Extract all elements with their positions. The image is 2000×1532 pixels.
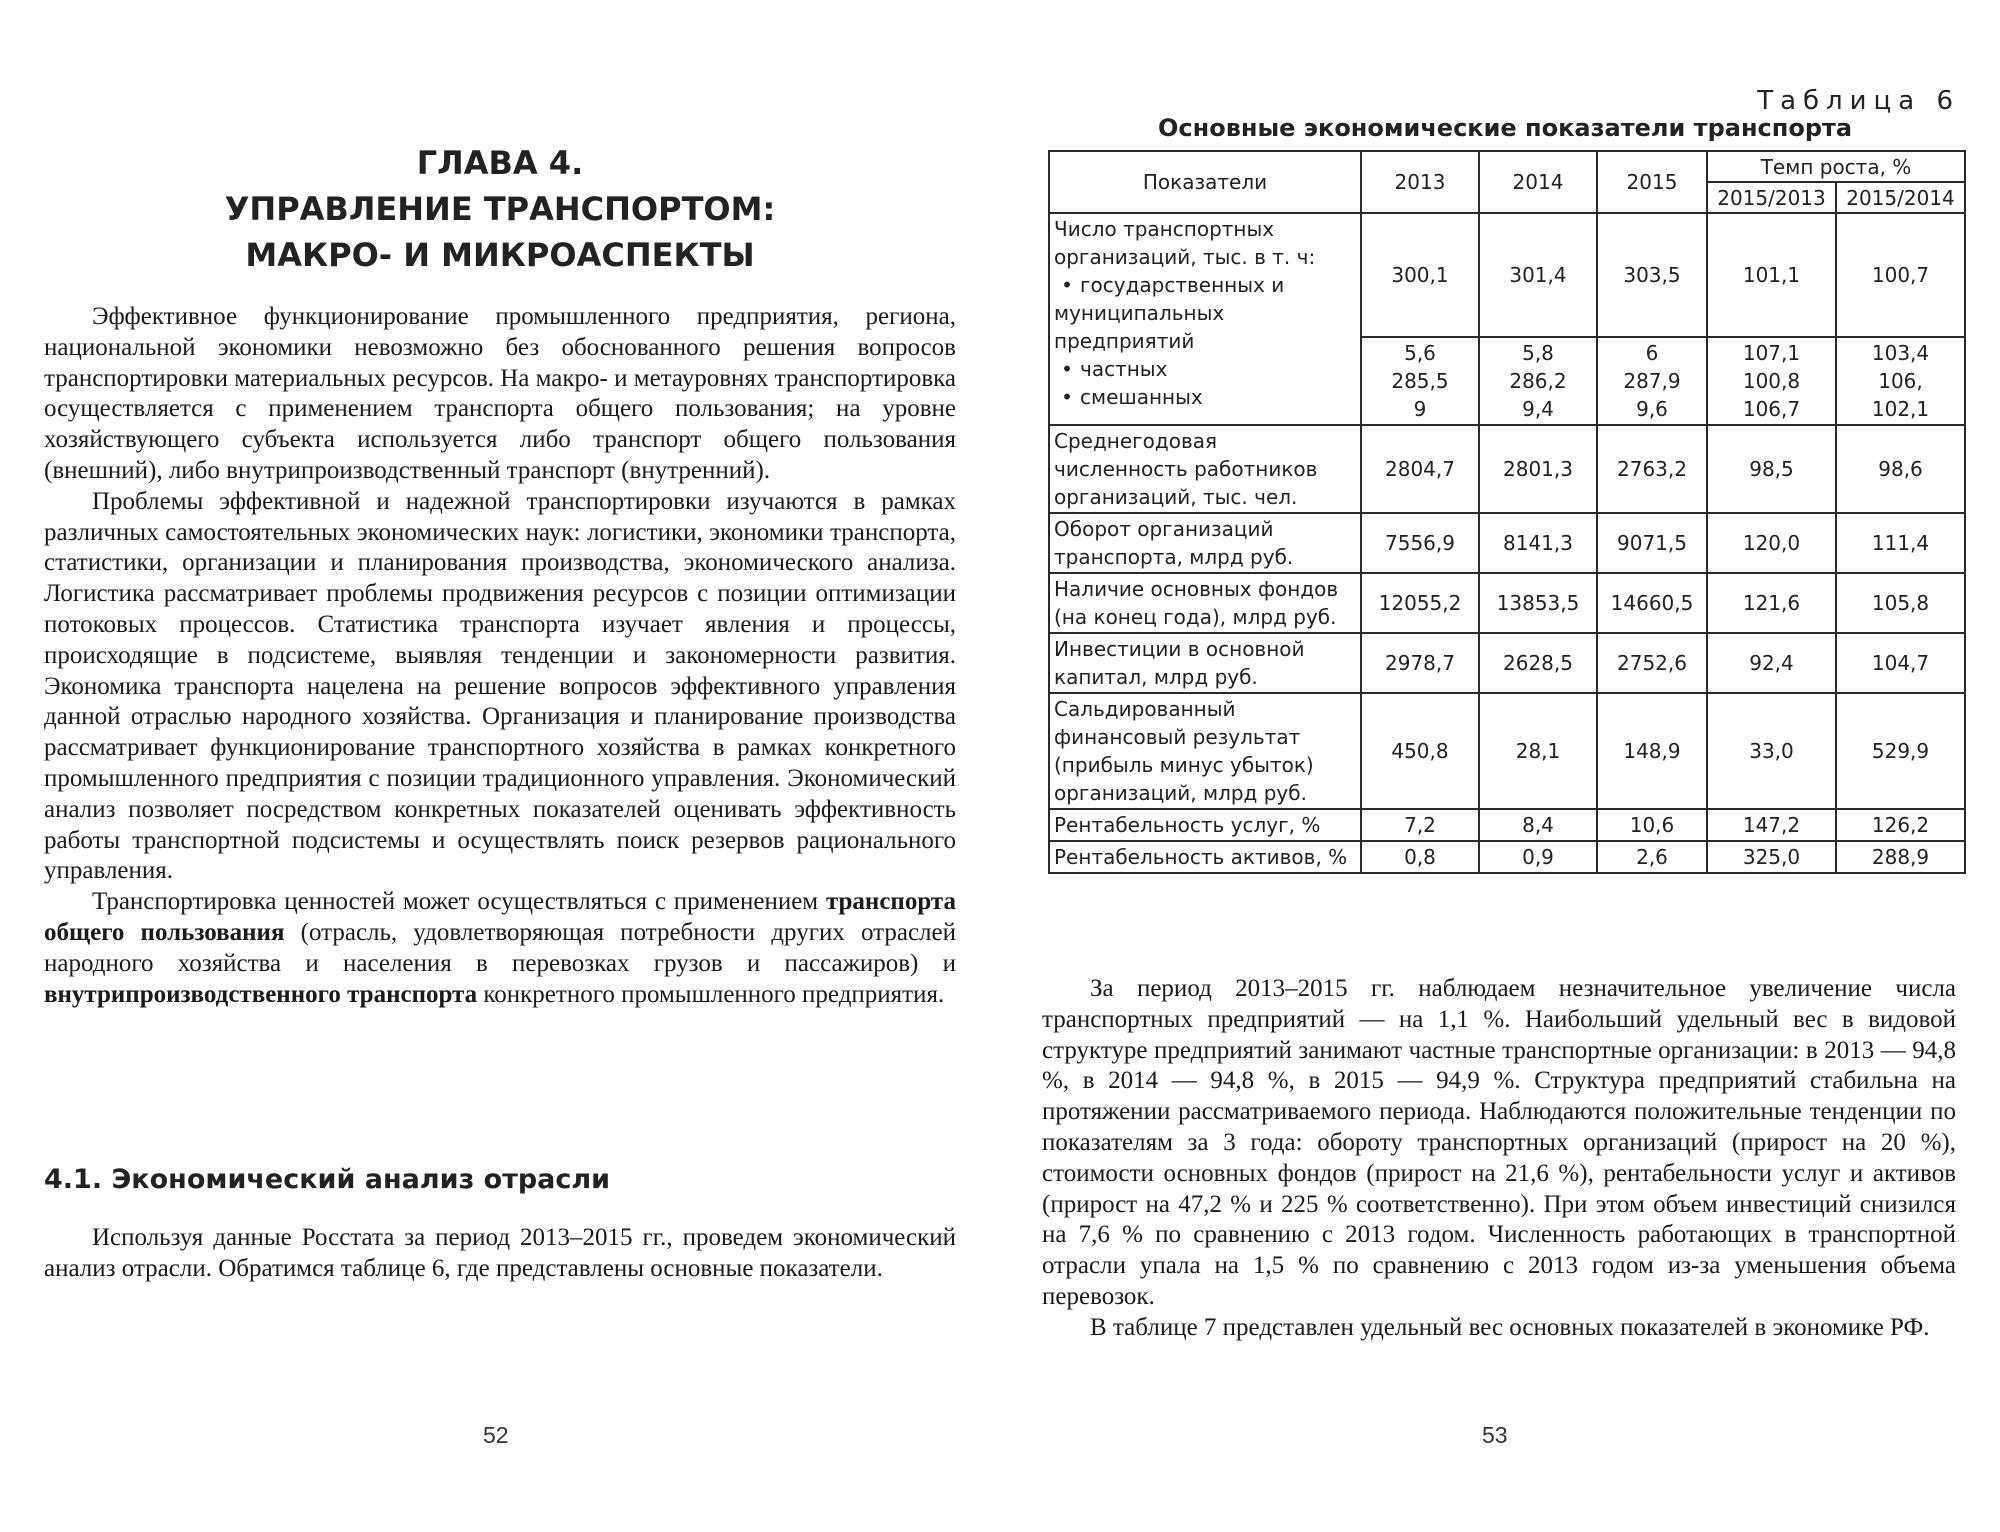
cell-value: 288,9	[1836, 841, 1965, 873]
cell-value: 2628,5	[1479, 633, 1597, 693]
cell-value: 450,8	[1361, 693, 1479, 809]
cell-value: 10,6	[1597, 809, 1707, 841]
page-number: 52	[483, 1422, 509, 1448]
bullet-icon: •	[1061, 273, 1073, 297]
bullet-private	[1054, 355, 1356, 383]
paragraph: Проблемы эффективной и надежной транспортировки изучаются в рамках различных самостоятельных экономических наук: логистики, экономики транспорта, статистики, организации и планирования производства, экономического анализа. Логистика рассматривает проблемы продвижения ресурсов с позиции оптимизации потоковых процессов. Статистика транспорта изучает явления и процессы, происходящие в подсистеме, выявляя тенденции и закономерности развития. Экономика транспорта нацелена на решение вопросов эффективного управления данной отраслью народного хозяйства. Организация и планирование производства рассматривает функционирование транспортного хозяйства в рамках конкретного промышленного предприятия с позиции традиционного управления. Экономический анализ позволяет посредством конкретных показателей оценивать эффективность работы транспортной подсистемы и осуществлять поиск резервов рационального управления.	[44, 487, 956, 885]
header-2015-2013: 2015/2013	[1707, 182, 1836, 213]
paragraph	[44, 887, 956, 1010]
section-text	[44, 1223, 956, 1285]
cell-value: 325,0	[1707, 841, 1836, 873]
row-label: Оборот организаций транспорта, млрд руб.	[1049, 513, 1361, 573]
cell-value: 300,1	[1361, 213, 1479, 337]
header-2013: 2013	[1361, 151, 1479, 213]
cell-value: 2978,7	[1361, 633, 1479, 693]
page-number: 53	[1482, 1422, 1508, 1448]
bullet-mixed	[1054, 383, 1356, 411]
table-title: Основные экономические показатели транспорта	[1158, 114, 1853, 142]
table-row	[1049, 693, 1965, 809]
term-public-transport: транспорта общего пользования	[44, 888, 956, 946]
header-2015: 2015	[1597, 151, 1707, 213]
cell-value: 121,6	[1707, 573, 1836, 633]
sub-label: частных	[1080, 357, 1168, 381]
chapter-title-line-2: МАКРО- И МИКРОАСПЕКТЫ	[245, 236, 755, 274]
table-label: Таблица 6	[1757, 86, 1960, 116]
bullet-state	[1054, 271, 1356, 355]
row-label: Инвестиции в основной капитал, млрд руб.	[1049, 633, 1361, 693]
chapter-intro-text	[44, 302, 956, 1010]
cell-value: 33,0	[1707, 693, 1836, 809]
cell-value: 7,2	[1361, 809, 1479, 841]
cell-value: 2804,7	[1361, 425, 1479, 513]
row-label: Рентабельность услуг, %	[1049, 809, 1361, 841]
paragraph: Эффективное функционирование промышленного предприятия, региона, национальной экономики невозможно без обоснованного решения вопросов транспортировки материальных ресурсов. На макро- и метауровнях транспортировка осуществляется с применением транспорта общего пользования; на уровне хозяйствующего субъекта используется либо транспорт общего пользования (внешний), либо внутрипроизводственный транспорт (внутренний).	[44, 303, 956, 484]
paragraph: За период 2013–2015 гг. наблюдаем незначительное увеличение числа транспортных предприятий — на 1,1 %. Наибольший удельный вес в видовой структуре предприятий занимают частные транспортные организации: в 2013 — 94,8 %, в 2014 — 94,8 %, в 2015 — 94,9 %. Структура предприятий стабильна на протяжении рассматриваемого периода. Наблюдаются положительные тенденции по показателям за 3 года: обороту транспортных организаций (прирост на 20 %), стоимости основных фондов (прирост на 21,6 %), рентабельности услуг и активов (прирост на 47,2 % и 225 % соответственно). При этом объем инвестиций снизился на 7,6 % по сравнению с 2013 годом. Численность работающих в транспортной отрасли упала на 1,5 % по сравнению с 2013 годом из-за уменьшения объема перевозок.	[1042, 975, 1956, 1310]
table-row	[1049, 513, 1965, 573]
cell-value: 103,4 106, 102,1	[1836, 337, 1965, 425]
paragraph-text: (отрасль, удовлетворяющая потребности других отраслей народного хозяйства и населения в перевозках грузов и пассажиров) и	[44, 918, 956, 977]
cell-value: 301,4	[1479, 213, 1597, 337]
sub-label: смешанных	[1080, 385, 1203, 409]
sub-label: государственных и муниципальных предприятий	[1054, 273, 1285, 353]
header-growth: Темп роста, %	[1707, 151, 1965, 182]
cell-value: 8141,3	[1479, 513, 1597, 573]
cell-value: 126,2	[1836, 809, 1965, 841]
header-indicator: Показатели	[1049, 151, 1361, 213]
header-2015-2014: 2015/2014	[1836, 182, 1965, 213]
cell-value: 98,5	[1707, 425, 1836, 513]
cell-value: 2801,3	[1479, 425, 1597, 513]
row-label: Среднегодовая численность работников организаций, тыс. чел.	[1049, 425, 1361, 513]
paragraph-text: конкретного промышленного предприятия.	[477, 980, 945, 1008]
indicators-table	[1048, 150, 1966, 874]
cell-value: 101,1	[1707, 213, 1836, 337]
table-row	[1049, 633, 1965, 693]
bullet-icon: •	[1061, 357, 1073, 381]
cell-value: 0,8	[1361, 841, 1479, 873]
cell-value: 5,6 285,5 9	[1361, 337, 1479, 425]
cell-value: 107,1 100,8 106,7	[1707, 337, 1836, 425]
row-label: Наличие основных фондов (на конец года), млрд руб.	[1049, 573, 1361, 633]
paragraph: В таблице 7 представлен удельный вес основных показателей в экономике РФ.	[1090, 1313, 1930, 1341]
chapter-title	[150, 140, 850, 278]
cell-value: 2752,6	[1597, 633, 1707, 693]
cell-value: 92,4	[1707, 633, 1836, 693]
cell-value: 147,2	[1707, 809, 1836, 841]
cell-value: 98,6	[1836, 425, 1965, 513]
cell-value: 8,4	[1479, 809, 1597, 841]
cell-value: 105,8	[1836, 573, 1965, 633]
table-row	[1049, 809, 1965, 841]
cell-value: 28,1	[1479, 693, 1597, 809]
cell-value: 6 287,9 9,6	[1597, 337, 1707, 425]
paragraph: Используя данные Росстата за период 2013–2015 гг., проведем экономический анализ отрасли. Обратимся таблице 6, где представлены основные показатели.	[44, 1224, 956, 1282]
cell-value: 100,7	[1836, 213, 1965, 337]
row-label: Сальдированный финансовый результат (прибыль минус убыток) организаций, млрд руб.	[1049, 693, 1361, 809]
cell-value: 148,9	[1597, 693, 1707, 809]
term-inhouse-transport: внутрипроизводственного транспорта	[44, 980, 478, 1008]
row-label: Рентабельность активов, %	[1049, 841, 1361, 873]
chapter-title-line-1: УПРАВЛЕНИЕ ТРАНСПОРТОМ:	[224, 190, 776, 228]
right-page	[1000, 0, 2000, 1532]
cell-value: 9071,5	[1597, 513, 1707, 573]
cell-value: 14660,5	[1597, 573, 1707, 633]
row-label-text: Число транспортных организаций, тыс. в т. ч:	[1054, 217, 1316, 269]
cell-value: 303,5	[1597, 213, 1707, 337]
cell-value: 120,0	[1707, 513, 1836, 573]
cell-value: 12055,2	[1361, 573, 1479, 633]
cell-value: 111,4	[1836, 513, 1965, 573]
table-row	[1049, 573, 1965, 633]
table-row	[1049, 213, 1965, 337]
paragraph-text: Транспортировка ценностей может осуществляться с применением	[92, 888, 826, 916]
cell-value: 7556,9	[1361, 513, 1479, 573]
cell-value: 2,6	[1597, 841, 1707, 873]
table-header-row	[1049, 151, 1965, 182]
cell-value: 529,9	[1836, 693, 1965, 809]
cell-value: 2763,2	[1597, 425, 1707, 513]
chapter-number: ГЛАВА 4.	[416, 144, 584, 182]
analysis-text	[1042, 974, 1956, 1344]
header-2014: 2014	[1479, 151, 1597, 213]
cell-value: 13853,5	[1479, 573, 1597, 633]
section-heading: 4.1. Экономический анализ отрасли	[44, 1164, 611, 1195]
table-row	[1049, 425, 1965, 513]
cell-value: 104,7	[1836, 633, 1965, 693]
cell-value: 5,8 286,2 9,4	[1479, 337, 1597, 425]
row-label	[1049, 213, 1361, 425]
cell-value: 0,9	[1479, 841, 1597, 873]
bullet-icon: •	[1061, 385, 1073, 409]
table-row	[1049, 841, 1965, 873]
